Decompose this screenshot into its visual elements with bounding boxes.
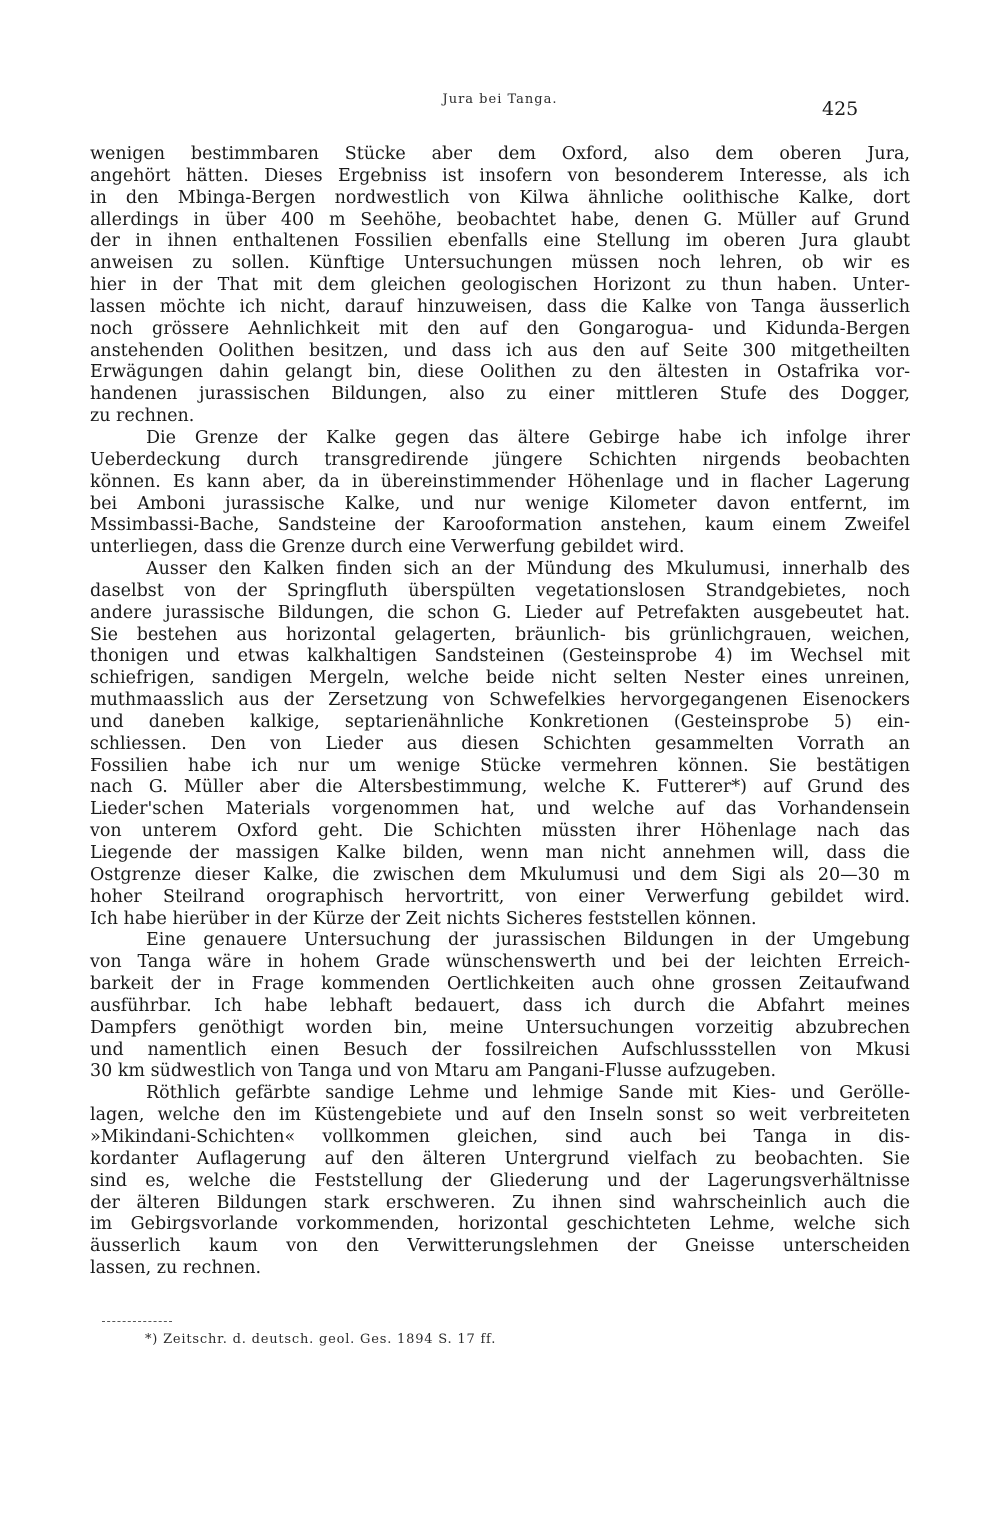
text-line: der in ihnen enthaltenen Fossilien ebenfalls eine Stellung im oberen Jura glaubt: [90, 231, 910, 252]
text-line: »Mikindani-Schichten« vollkommen gleichen, sind auch bei Tanga in dis-: [90, 1126, 910, 1147]
text-line: 30 km südwestlich von Tanga und von Mtaru am Pangani-Flusse aufzugeben.: [90, 1061, 777, 1082]
text-line: Ostgrenze dieser Kalke, die zwischen dem Mkulumusi und dem Sigi als 20—30 m: [90, 864, 910, 885]
text-line: hier in der That mit dem gleichen geologischen Horizont zu thun haben. Unter-: [90, 275, 910, 296]
text-line: lassen, zu rechnen.: [90, 1258, 262, 1279]
text-line: anweisen zu sollen. Künftige Untersuchungen müssen noch lehren, ob wir es: [90, 253, 910, 274]
text-line: Röthlich gefärbte sandige Lehme und lehmige Sande mit Kies- und Gerölle-: [146, 1083, 910, 1104]
text-line: muthmaasslich aus der Zersetzung von Schwefelkies hervorgegangenen Eisenockers: [90, 690, 910, 711]
text-line: lassen möchte ich nicht, darauf hinzuweisen, dass die Kalke von Tanga äusserlich: [90, 296, 910, 317]
text-line: und daneben kalkige, septarienähnliche Konkretionen (Gesteinsprobe 5) ein-: [90, 711, 910, 732]
text-line: Lieder'schen Materials vorgenommen hat, und welche auf das Vorhandensein: [90, 799, 910, 820]
text-line: allerdings in über 400 m Seehöhe, beobachtet habe, denen G. Müller auf Grund: [90, 209, 910, 230]
text-line: angehört hätten. Dieses Ergebniss ist insofern von besonderem Interesse, als ich: [90, 165, 910, 186]
text-line: der älteren Bildungen stark erschweren. Zu ihnen sind wahrscheinlich auch die: [90, 1192, 910, 1213]
text-line: Ueberdeckung durch transgredirende jüngere Schichten nirgends beobachten: [90, 449, 910, 470]
text-line: schiefrigen, sandigen Mergeln, welche beide nicht selten Nester eines unreinen,: [90, 668, 910, 689]
text-line: kordanter Auflagerung auf den älteren Untergrund vielfach zu beobachten. Sie: [90, 1148, 910, 1169]
text-line: anstehenden Oolithen besitzen, und dass ich aus den auf Seite 300 mitgetheilten: [90, 340, 910, 361]
text-line: barkeit der in Frage kommenden Oertlichkeiten auch ohne grossen Zeitaufwand: [90, 974, 910, 995]
text-line: bei Amboni jurassische Kalke, und nur wenige Kilometer davon entfernt, im: [90, 493, 910, 514]
text-line: Ich habe hierüber in der Kürze der Zeit nichts Sicheres feststellen können.: [90, 908, 757, 929]
text-line: andere jurassische Bildungen, die schon G. Lieder auf Petrefakten ausgebeutet hat.: [90, 602, 910, 623]
text-line: zu rechnen.: [90, 406, 195, 427]
text-line: Erwägungen dahin gelangt bin, diese Oolithen zu den ältesten in Ostafrika vor-: [90, 362, 910, 383]
text-line: noch grössere Aehnlichkeit mit den auf den Gongarogua- und Kidunda-Bergen: [90, 318, 910, 339]
text-line: thonigen und etwas kalkhaltigen Sandsteinen (Gesteinsprobe 4) im Wechsel mit: [90, 646, 910, 667]
running-head: Jura bei Tanga.: [442, 92, 558, 107]
text-line: können. Es kann aber, da in übereinstimmender Höhenlage und in flacher Lagerung: [90, 471, 910, 492]
text-line: unterliegen, dass die Grenze durch eine Verwerfung gebildet wird.: [90, 537, 685, 558]
text-line: Ausser den Kalken finden sich an der Mündung des Mkulumusi, innerhalb des: [146, 559, 910, 580]
body-text: [90, 144, 910, 1280]
text-line: Die Grenze der Kalke gegen das ältere Gebirge habe ich infolge ihrer: [146, 427, 910, 448]
text-line: Mssimbassi-Bache, Sandsteine der Karooformation anstehen, kaum einem Zweifel: [90, 515, 910, 536]
text-line: von unterem Oxford geht. Die Schichten müssten ihrer Höhenlage nach das: [90, 821, 910, 842]
text-line: nach G. Müller aber die Altersbestimmung, welche K. Futterer*) auf Grund des: [90, 777, 910, 798]
text-line: ausführbar. Ich habe lebhaft bedauert, dass ich durch die Abfahrt meines: [90, 995, 910, 1016]
text-line: Eine genauere Untersuchung der jurassischen Bildungen in der Umgebung: [146, 930, 910, 951]
text-line: Fossilien habe ich nur um wenige Stücke vermehren können. Sie bestätigen: [90, 755, 910, 776]
text-line: im Gebirgsvorlande vorkommenden, horizontal geschichteten Lehme, welche sich: [90, 1214, 910, 1235]
footnote-rule: [102, 1321, 172, 1322]
text-line: in den Mbinga-Bergen nordwestlich von Kilwa ähnliche oolithische Kalke, dort: [90, 187, 910, 208]
text-line: von Tanga wäre in hohem Grade wünschenswerth und bei der leichten Erreich-: [90, 952, 910, 973]
text-line: und namentlich einen Besuch der fossilreichen Aufschlussstellen von Mkusi: [90, 1039, 910, 1060]
text-line: wenigen bestimmbaren Stücke aber dem Oxford, also dem oberen Jura,: [90, 144, 910, 164]
page-number: 425: [822, 98, 859, 120]
text-line: äusserlich kaum von den Verwitterungslehmen der Gneisse unterscheiden: [90, 1236, 910, 1257]
text-line: sind es, welche die Feststellung der Gliederung und der Lagerungsverhältnisse: [90, 1170, 910, 1191]
text-line: daselbst von der Springfluth überspülten vegetationslosen Strandgebietes, noch: [90, 580, 910, 601]
text-line: handenen jurassischen Bildungen, also zu einer mittleren Stufe des Dogger,: [90, 384, 910, 405]
text-line: Dampfers genöthigt worden bin, meine Untersuchungen vorzeitig abzubrechen: [90, 1017, 910, 1038]
text-line: lagen, welche den im Küstengebiete und auf den Inseln sonst so weit verbreiteten: [90, 1105, 910, 1126]
text-line: Sie bestehen aus horizontal gelagerten, bräunlich- bis grünlichgrauen, weichen,: [90, 624, 910, 645]
footnote: *) Zeitschr. d. deutsch. geol. Ges. 1894 S. 17 ff.: [145, 1332, 497, 1347]
text-line: schliessen. Den von Lieder aus diesen Schichten gesammelten Vorrath an: [90, 733, 910, 754]
text-line: Liegende der massigen Kalke bilden, wenn man nicht annehmen will, dass die: [90, 843, 910, 863]
text-line: hoher Steilrand orographisch hervortritt, von einer Verwerfung gebildet wird.: [90, 886, 910, 907]
